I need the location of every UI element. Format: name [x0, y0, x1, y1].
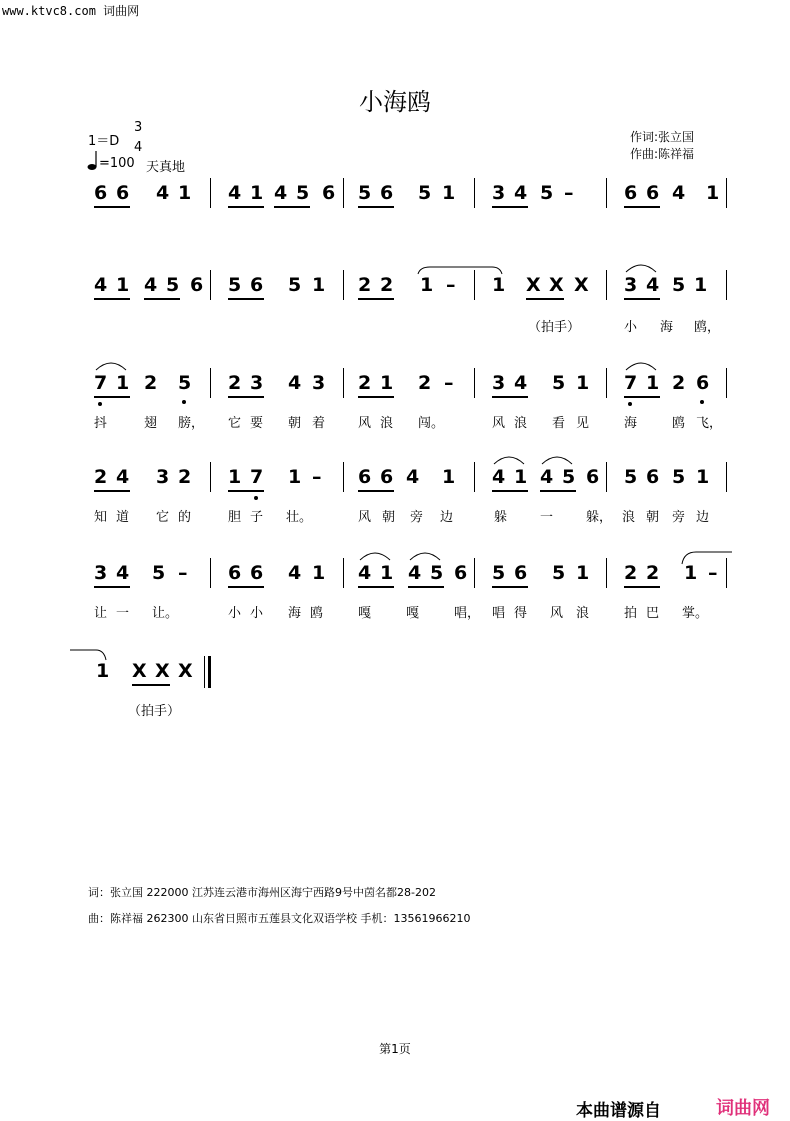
note: X: [574, 274, 589, 296]
note: –: [444, 372, 454, 394]
note: 5: [178, 372, 192, 394]
footer-lyricist-info: 词：张立国 222000 江苏连云港市海州区海宁西路9号中茵名都28-202: [88, 886, 436, 899]
note: –: [178, 562, 188, 584]
note: 4: [492, 466, 506, 488]
lyric: 飞，: [696, 416, 723, 431]
note: 7: [94, 372, 108, 394]
note: 5: [672, 274, 686, 296]
underline: [274, 206, 310, 208]
lyric: 浪: [380, 416, 394, 431]
note: 4: [358, 562, 372, 584]
note: 5: [228, 274, 242, 296]
note: 6: [380, 182, 394, 204]
lyric: 躲，: [586, 510, 613, 525]
lyric: 鸥，: [694, 320, 721, 335]
note: 2: [178, 466, 192, 488]
note: 5: [492, 562, 506, 584]
score-row-6: [0, 656, 790, 719]
note: 6: [454, 562, 468, 584]
lyric: 风: [492, 416, 506, 431]
lyric: 朝: [288, 416, 302, 431]
barline: [726, 178, 727, 208]
note: 5: [672, 466, 686, 488]
note: 7: [250, 466, 264, 488]
note: 2: [418, 372, 432, 394]
tie-slur: [0, 656, 790, 696]
barline: [343, 178, 344, 208]
note: 5: [166, 274, 180, 296]
underline: [492, 206, 528, 208]
note: 6: [190, 274, 204, 296]
note: 5: [540, 182, 554, 204]
note: 1: [706, 182, 720, 204]
note: 1: [576, 562, 590, 584]
note: 6: [514, 562, 528, 584]
note: 5: [288, 274, 302, 296]
lyric: 嘎: [358, 606, 372, 621]
note: 1: [492, 274, 506, 296]
final-barline-thick: [208, 656, 211, 688]
note: X: [526, 274, 541, 296]
note: 6: [94, 182, 108, 204]
note: 1: [420, 274, 434, 296]
lyric: 小: [624, 320, 638, 335]
note: 3: [624, 274, 638, 296]
note: 6: [624, 182, 638, 204]
song-title: 小海鸥: [359, 88, 431, 116]
note: 5: [430, 562, 444, 584]
lyric: 海: [624, 416, 638, 431]
lyric: 旁: [672, 510, 686, 525]
lyric: 鸥: [672, 416, 686, 431]
note: 4: [116, 562, 130, 584]
note: 1: [250, 182, 264, 204]
tie-slur: [0, 368, 790, 408]
note: X: [178, 660, 193, 682]
note: 6: [322, 182, 336, 204]
barline: [606, 178, 607, 208]
note: 4: [116, 466, 130, 488]
lyric: 巴: [646, 606, 660, 621]
note: 2: [380, 274, 394, 296]
note: 2: [358, 372, 372, 394]
time-signature-bottom: 4: [134, 140, 143, 155]
note: 2: [624, 562, 638, 584]
note: 1: [380, 562, 394, 584]
note: 6: [250, 562, 264, 584]
lyric: 让。: [152, 606, 179, 621]
barline: [210, 178, 211, 208]
tie-slur: [0, 462, 790, 502]
note: 4: [646, 274, 660, 296]
lyric: 道: [116, 510, 130, 525]
note: 4: [408, 562, 422, 584]
lyric: 它: [156, 510, 170, 525]
lyric: 朝: [646, 510, 660, 525]
note: 6: [380, 466, 394, 488]
note: 4: [514, 372, 528, 394]
lyric: 浪: [622, 510, 636, 525]
lyric: 的: [178, 510, 192, 525]
lyric: 一: [540, 510, 554, 525]
note: 1: [312, 274, 326, 296]
note: 3: [492, 372, 506, 394]
note: 4: [288, 372, 302, 394]
note: 1: [116, 274, 130, 296]
page-number: 第1页: [379, 1042, 411, 1056]
underline: [228, 206, 264, 208]
note: 1: [178, 182, 192, 204]
final-barline-thin: [204, 656, 205, 688]
lyric: 小: [250, 606, 264, 621]
lyric: 边: [440, 510, 454, 525]
source-brand[interactable]: 词曲网: [716, 1098, 770, 1119]
note: 5: [552, 562, 566, 584]
time-signature-top: 3: [134, 120, 143, 135]
note: –: [446, 274, 456, 296]
lyric: 子: [250, 510, 264, 525]
note: 1: [694, 274, 708, 296]
mood-mark: 天真地: [146, 160, 186, 175]
note: 4: [672, 182, 686, 204]
note: 2: [646, 562, 660, 584]
note: 6: [228, 562, 242, 584]
note: 1: [696, 466, 710, 488]
note: 4: [94, 274, 108, 296]
note: 3: [156, 466, 170, 488]
lyric: 知: [94, 510, 108, 525]
lyric: 它: [228, 416, 242, 431]
note: 4: [514, 182, 528, 204]
note: 5: [418, 182, 432, 204]
lyric: 浪: [576, 606, 590, 621]
note: 1: [442, 466, 456, 488]
note: 5: [152, 562, 166, 584]
note: 5: [358, 182, 372, 204]
note: 3: [94, 562, 108, 584]
note: 1: [288, 466, 302, 488]
lyricist-credit: 作词:张立国: [630, 130, 695, 144]
note: 6: [358, 466, 372, 488]
lyric: 得: [514, 606, 528, 621]
lyric: 壮。: [286, 510, 313, 525]
lyric: 旁: [410, 510, 424, 525]
key-signature: 1＝D: [88, 134, 120, 149]
note: 5: [296, 182, 310, 204]
lyric: 唱，: [454, 606, 481, 621]
note: 6: [696, 372, 710, 394]
source-label: 本曲谱源自: [576, 1101, 661, 1121]
note: 2: [144, 372, 158, 394]
lyric: 让: [94, 606, 108, 621]
note: 3: [492, 182, 506, 204]
lyric: 胆: [228, 510, 242, 525]
lyric: 朝: [382, 510, 396, 525]
tie-slur: [0, 270, 790, 310]
note: X: [155, 660, 170, 682]
lyric: 唱: [492, 606, 506, 621]
tempo-mark: =100: [99, 156, 135, 171]
composer-credit: 作曲:陈祥福: [630, 147, 695, 161]
lyric: 嘎: [406, 606, 420, 621]
note: 7: [624, 372, 638, 394]
note: –: [564, 182, 574, 204]
underline: [132, 684, 170, 686]
note: 4: [144, 274, 158, 296]
lyric: 翅: [144, 416, 158, 431]
lyric: 见: [576, 416, 590, 431]
note: 1: [514, 466, 528, 488]
note: 3: [312, 372, 326, 394]
tie-slur: [0, 558, 790, 598]
note: 1: [684, 562, 698, 584]
note: 2: [358, 274, 372, 296]
lyric: 一: [116, 606, 130, 621]
lyric: 拍: [624, 606, 638, 621]
note: 4: [406, 466, 420, 488]
note: 1: [116, 372, 130, 394]
score-row-2: [0, 270, 790, 334]
note: 5: [562, 466, 576, 488]
underline: [624, 206, 660, 208]
lyric: 闯。: [418, 416, 445, 431]
lyric: 边: [696, 510, 710, 525]
lyric: 海: [660, 320, 674, 335]
quarter-note-icon: [86, 150, 98, 172]
barline: [474, 178, 475, 208]
note: 1: [96, 660, 110, 682]
underline: [358, 206, 394, 208]
note: 2: [672, 372, 686, 394]
note: X: [549, 274, 564, 296]
footer-composer-info: 曲：陈祥福 262300 山东省日照市五莲县文化双语学校 手机：13561966210: [88, 912, 471, 925]
lyric: 风: [550, 606, 564, 621]
lyric: 掌。: [682, 606, 709, 621]
lyric: 浪: [514, 416, 528, 431]
lyric: 小: [228, 606, 242, 621]
note: X: [132, 660, 147, 682]
note: 6: [646, 182, 660, 204]
score-row-3: [0, 368, 790, 432]
lyric: 抖: [94, 416, 108, 431]
note: 4: [156, 182, 170, 204]
note: 4: [274, 182, 288, 204]
note: 4: [288, 562, 302, 584]
note: 1: [646, 372, 660, 394]
lyric: 看: [552, 416, 566, 431]
note: 5: [552, 372, 566, 394]
note: 5: [624, 466, 638, 488]
note: 1: [380, 372, 394, 394]
lyric: 膀，: [178, 416, 205, 431]
lyric: 躲: [494, 510, 508, 525]
site-watermark: www.ktvc8.com 词曲网: [2, 4, 140, 18]
lyric: 着: [312, 416, 326, 431]
note: 3: [250, 372, 264, 394]
note: 2: [228, 372, 242, 394]
note: 1: [442, 182, 456, 204]
note: 1: [228, 466, 242, 488]
score-row-5: [0, 558, 790, 622]
note: 6: [586, 466, 600, 488]
lyric: （拍手）: [528, 320, 581, 335]
note: 6: [646, 466, 660, 488]
lyric: 鸥: [310, 606, 324, 621]
score-row-4: [0, 462, 790, 526]
lyric: 海: [288, 606, 302, 621]
note: –: [708, 562, 718, 584]
note: 4: [540, 466, 554, 488]
note: 6: [250, 274, 264, 296]
lyric: 风: [358, 416, 372, 431]
note: 1: [312, 562, 326, 584]
note: –: [312, 466, 322, 488]
score-row-1: [0, 178, 790, 218]
lyric: 风: [358, 510, 372, 525]
underline: [94, 206, 130, 208]
note: 4: [228, 182, 242, 204]
note: 6: [116, 182, 130, 204]
note: 2: [94, 466, 108, 488]
lyric: 要: [250, 416, 264, 431]
lyric: （拍手）: [128, 704, 181, 719]
note: 1: [576, 372, 590, 394]
